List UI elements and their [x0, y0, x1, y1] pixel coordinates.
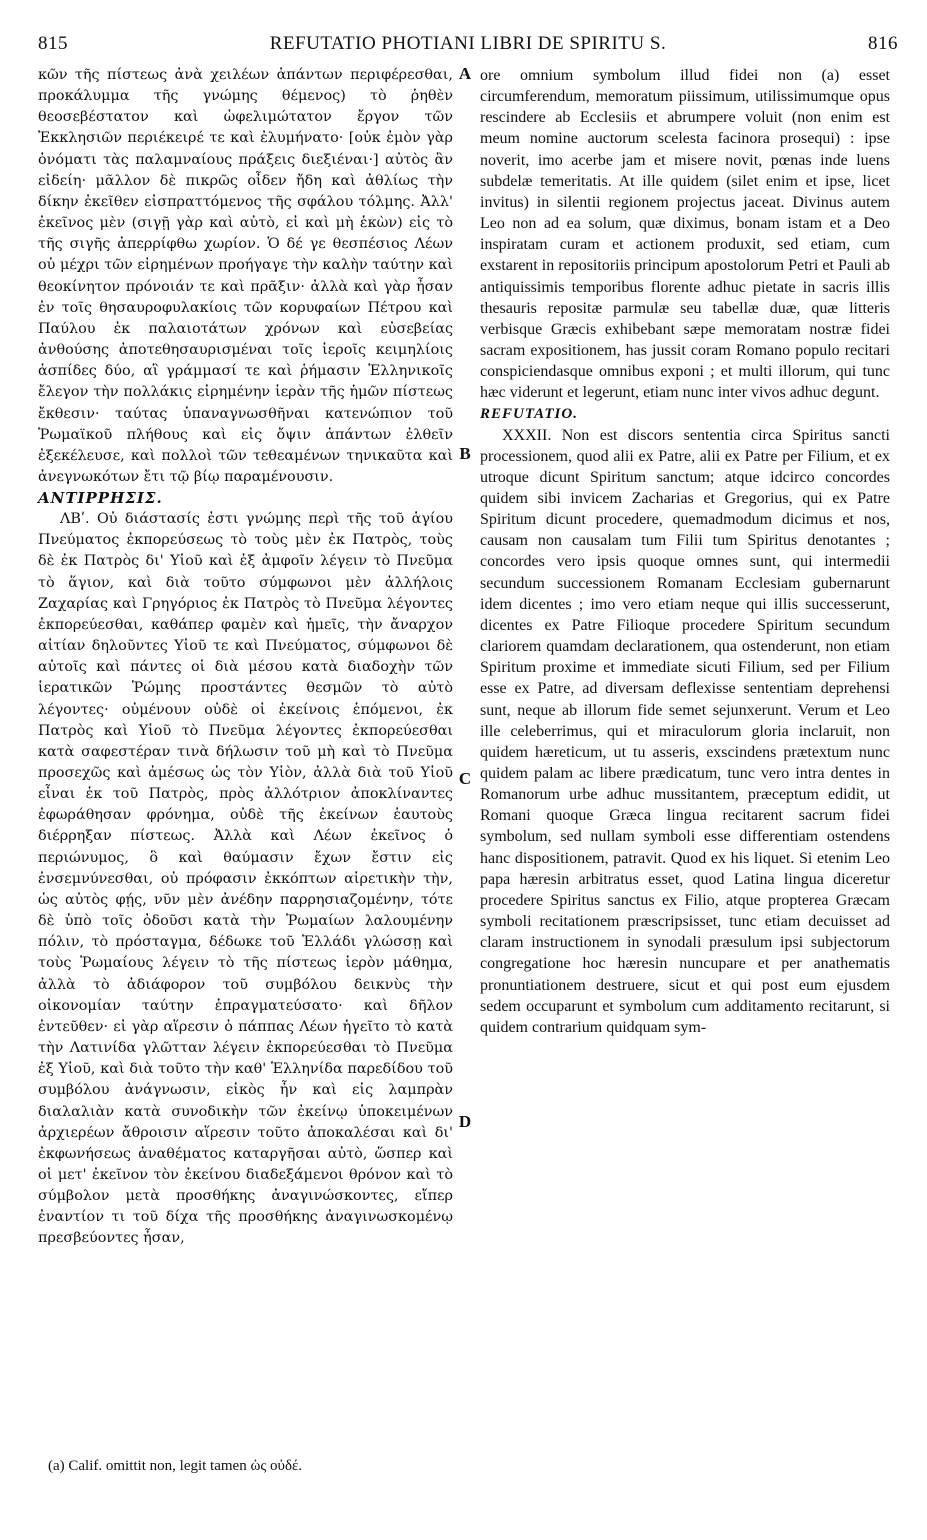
- greek-refutation-text: ΛΒʹ. Οὐ διάστασίς ἐστι γνώμης περὶ τῆς τοῦ ἁγίου Πνεύματος ἐκπορεύσεως τὸ τοὺς μὲν ἐκ Πατρὸς, τοὺς δὲ ἐκ Πατρὸς δι' Υἱοῦ καὶ ἐξ ἀμφοῖν λέγειν τὸ Πνεῦμα τὸ ἅγιον, καὶ διὰ τοῦτο σύμφωνοι μὲν ἀλλήλοις Ζαχαρίας καὶ Γρηγόριος ἐκ Πατρὸς τὸ Πνεῦμα λέγοντες ἐκπορεύεσθαι, καθάπερ φαμὲν καὶ ἡμεῖς, τὴν ἄναρχον αἰτίαν δηλοῦντες Υἱοῦ τε καὶ Πνεύματος, σύμφωνοι δὲ αὐτοῖς καὶ πάντες οἱ διὰ μέσου κατὰ διαδοχὴν τῶν ἱερατικῶν Ῥώμης προστάντες θεσμῶν τὸ αὐτὸ λέγοντες· οὐμένουν οὐδὲ οἱ ἐκείνοις ἑπόμενοι, ἐκ Πατρὸς καὶ Υἱοῦ τὸ Πνεῦμα λέγοντες ἐκπορεύεσθαι κατὰ σαφεστέραν τινὰ δήλωσιν τοῦ μὴ καὶ τὸ Πνεῦμα προσεχῶς καὶ ἀμέσως ὡς τὸν Υἱὸν, ἀλλὰ διὰ τοῦ Υἱοῦ εἶναι ἐκ τοῦ Πατρὸς, πρὸς ἀλλότριον ἀποκλίναντες ἐφωράθησαν φρόνημα, οὐδὲ τῆς ἐκείνων ἑαυτοὺς διέρρηξαν πίστεως. Ἀλλὰ καὶ Λέων ἐκεῖνος ὁ περιώνυμος, ὃ καὶ θαύμασιν ἔχων ἔστιν εἰς ἐνσεμνύνεσθαι, οὐ πρόφασιν ἐκκόπτων αἱρετικὴν τὴν, ὡς αὐτὸς φῄς, νῦν μὲν ἀνέδην παρρησιαζομένην, τότε δὲ ὑπὸ τοῖς ὀδοῦσι κατὰ τὴν Ῥωμαίων λαλουμένην πόλιν, τὸ πρόσταγμα, δέδωκε τοῦ Ἑλλάδι γλώσσῃ καὶ τοὺς Ῥωμαίους λέγειν τὸ τῆς πίστεως ἱερὸν μάθημα, ἀλλὰ τὸ ἀδιάφορον τοῦ συμβόλου δεικνὺς τὴν οἰκονομίαν ταύτην ἐπραγματεύσατο· καὶ δῆλον ἐντεῦθεν· εἰ γὰρ αἵρεσιν ὁ πάππας Λέων ἡγεῖτο τὸ κατὰ τὴν Λατινίδα γλῶτταν λέγειν ἐκπορεύεσθαι τὸ Πνεῦμα ἐξ Υἱοῦ, καὶ διὰ τοῦτο τὴν καθ' Ἑλληνίδα παρεδίδου τοῦ συμβόλου ἀνάγνωσιν, εἰκὸς ἦν καὶ εἰς λαμπρὰν διαλαλιὰν κατὰ συνοδικὴν τῶν ἐκείνῳ ὑποκειμένων ἀρχιερέων ἄθροισιν αἵρεσιν τοῦτο ἀποκαλέσαι καὶ δι' ἐκφωνήσεως ἀναθέματος καταργῆσαι αὐτὸ, ὥσπερ καὶ οἱ μετ' ἐκεῖνον τὸν ἐκείνου διαδεξάμενοι θρόνον καὶ τὸ σύμβολον μετὰ προσθήκης ἀναγινώσκοντες, εἴπερ ἐναντίον τι τοῦ δίχα τῆς προσθήκης ἀναγινωσκομένῳ πρεσβεύοντες ἦσαν,: [38, 511, 453, 1247]
- footnote: (a) Calif. omittit non, legit tamen ὡς οὐδέ.: [48, 1458, 303, 1474]
- latin-column: [480, 65, 890, 1038]
- margin-letter-a: A: [458, 64, 472, 83]
- margin-letter-b: B: [459, 444, 471, 463]
- latin-refutation-text: XXXII. Non est discors sententia circa Spiritus sancti processionem, quod alii ex Patre, alii ex Patre per Filium, et ex utroque dicunt Spiritum sanctum; atque idcirco concordes quidem sibi invicem Zacharias et Gregorius, qui ex Patre Spiritum dicunt procedere, quemadmodum dicimus et nos, causam non causalam tum Filii tum Spiritus denotantes ; concordes vero ipsis quoque omnes sunt, qui intermedii secundum successionem Romanam Ecclesiam gubernarunt idem dicentes ; imo vero etiam neque qui illis successerunt, dicentes ex Patre Filioque procedere Spiritum secundum clariorem quamdam declarationem, qua ostenderunt, non etiam Spiritum proxime et immediate sicuti Filium, sed per Filium esse ex Patre, ad diversam deflexisse sententiam deprehensi sunt, neque ab illorum fide semet sejunxerunt. Verum et Leo ille celeberrimus, qui et miraculorum gloria inclaruit, non quidem hæreticum, ut tu asseris, exscindens prætextum nunc quidem palam ac libere prædicatum, tunc vero intra dentes in Romanorum urbe adhuc mussitantem, præceptum edidit, ut Romani quoque Græca lingua recitarent sacrum fidei symbolum, sed nullam symboli esse differentiam ostendens hanc dispositionem, patravit. Quod ex his liquet. Si etenim Leo papa hæresin arbitratus esset, quod Latina lingua diceretur procedere Spiritus sanctus ex Filio, atque propterea Græcam symboli recitationem præscripsisset, tunc etiam decuisset ad claram instructionem in synodali præsulum ipsi subjectorum congregatione hoc hæresin nuncupare et per anathematis pronuntiationem destruere, sicut et qui post eum ejusdem sedem occuparunt et symbolum cum additamento recitarunt, si quidem contrarium quidquam sym-: [480, 426, 890, 1036]
- margin-letter-c: C: [458, 769, 472, 788]
- running-header: [38, 33, 898, 63]
- greek-intro-text: κῶν τῆς πίστεως ἀνὰ χειλέων ἁπάντων περιφέρεσθαι, προκάλυμμα τῆς γνώμης θέμενος) τὸ ῥηθὲν θεοσεβέστατον καὶ ὠφελιμώτατον ἔργον τῶν Ἐκκλησιῶν περιέκειρέ τε καὶ ἐλυμήνατο· [οὐκ ἐμὸν γὰρ ὀνόματι τὰς παλαμναίους πράξεις διεξιέναι·] αὐτὸς ἂν εἰδείη· μᾶλλον δὲ πικρῶς οἶδεν ἤδη καὶ ἀθλίως τὴν δίκην ἐκεῖθεν εἰσπραττόμενος τῆς σφάλου τόλμης. Ἀλλ' ἐκεῖνος μὲν (σιγῇ γὰρ καὶ αὐτὸ, εἰ καὶ μὴ ἑκὼν) εἰς τὸ τῆς σιγῆς ἀπερρίφθω χωρίον. Ὁ δέ γε θεσπέσιος Λέων οὐ μέχρι τῶν εἰρημένων προήγαγε τὴν καλὴν ταύτην καὶ θεοκίνητον πρόνοιάν τε καὶ πρᾶξιν· ἀλλὰ καὶ γὰρ ἦσαν ἐν τοῖς θησαυροφυλακίοις τῶν κορυφαίων Πέτρου καὶ Παύλου ἐκ παλαιοτάτων χρόνων καὶ εὐσεβείας ἀνθούσης ἀποτεθησαυρισμέναι τοῖς ἱεροῖς κειμηλίοις ἀσπίδες δύο, αἳ γράμμασί τε καὶ ῥήμασιν Ἑλληνικοῖς ἔλεγον τὴν πολλάκις εἰρημένην ἱερὰν τῆς ἡμῶν πίστεως ἔκθεσιν· ταύτας ὑπαναγνωσθῆναι κατενώπιον τοῦ Ῥωμαϊκοῦ πλήθους καὶ εἰς ὄψιν ἁπάντων ἐλθεῖν ἐξεκέλευσε, καὶ πολλοὶ τῶν τεθεαμένων τηνικαῦτα καὶ ἀνεγνωκότων ἔτι τῷ βίῳ παραμένουσιν.: [38, 67, 453, 485]
- running-title: REFUTATIO PHOTIANI LIBRI DE SPIRITU S.: [269, 33, 667, 54]
- page-number-left: 815: [38, 33, 68, 54]
- latin-section-title: REFUTATIO.: [480, 405, 578, 422]
- greek-column: [38, 65, 453, 1250]
- page-number-right: 816: [868, 33, 898, 54]
- margin-letter-d: D: [458, 1112, 472, 1131]
- latin-intro-text: ore omnium symbolum illud fidei non (a) esset circumferendum, memoratum piissimum, utilissimumque opus rescindere ab Ecclesiis et abrumpere voluit (non enim est meum nomine auctorum scelesta facinora prosequi) : ipse noverit, imo acerbe jam et misere novit, pœnas inde luens subdelæ temeritatis. At ille quidem (silet enim et ipse, licet invitus) in silentii regionem projectus jaceat. Divinus autem Leo non ad ea solum, quæ diximus, bonam istam et a Deo inspiratam curam et actionem produxit, sed etiam, cum exstarent in repositoriis principum apostolorum Petri et Pauli ab antiquissimis temporibus florente adhuc pietate in sacris illis thesauris repositæ parmulæ seu tabellæ duæ, quæ litteris verbisque Græcis exhibebant sæpe memoratam nostræ fidei sacram expositionem, has jussit coram Romano populo recitari conspiciendasque omnibus exponi ; et multi illorum, qui tunc hæc viderunt et legerunt, etiam nunc inter vivos adhuc degunt.: [480, 67, 890, 402]
- greek-section-title: ΑΝΤΙΡΡΗΣΙΣ.: [38, 489, 163, 508]
